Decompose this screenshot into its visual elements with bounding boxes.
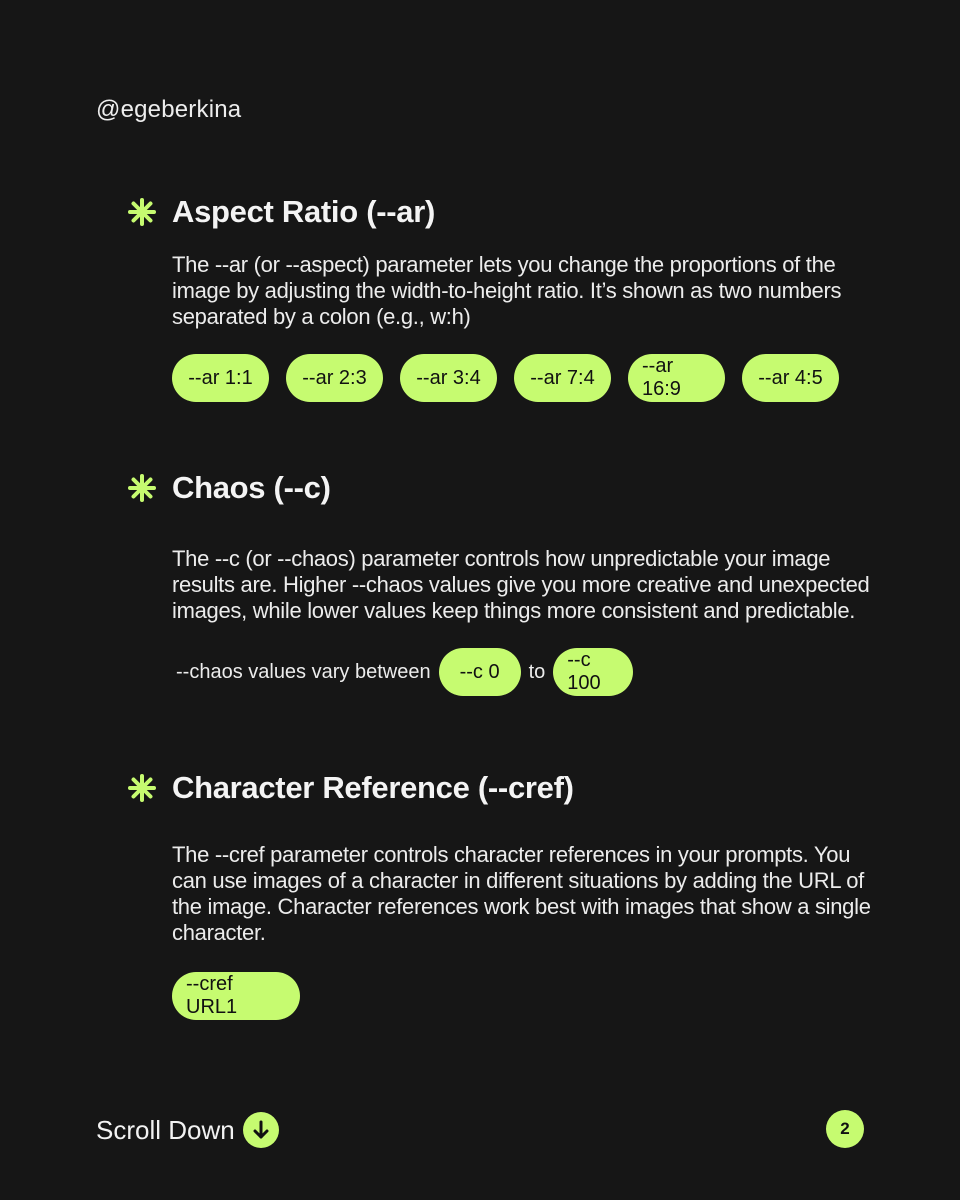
pill-ar-4-5[interactable]: --ar 4:5 <box>742 354 839 402</box>
section-description: The --c (or --chaos) parameter controls how unpredictable your image results are. Higher --chaos values give you more creative and unexpected images, while lower values keep things more consistent and predictable. <box>172 546 870 623</box>
section-title: Chaos (--c) <box>172 470 331 505</box>
pill-cref-url[interactable]: --cref URL1 <box>172 972 300 1020</box>
author-handle: @egeberkina <box>96 96 242 123</box>
section-header <box>124 192 884 232</box>
pill-ar-2-3[interactable]: --ar 2:3 <box>286 354 383 402</box>
arrow-down-icon <box>243 1112 279 1148</box>
chaos-range-label: --chaos values vary between <box>176 660 431 683</box>
chaos-range <box>176 648 884 696</box>
section-aspect-ratio <box>124 192 884 402</box>
pill-ar-1-1[interactable]: --ar 1:1 <box>172 354 269 402</box>
scroll-down-button[interactable] <box>96 1110 279 1150</box>
pill-ar-3-4[interactable]: --ar 3:4 <box>400 354 497 402</box>
section-description: The --cref parameter controls character references in your prompts. You can use images of a character in different situations by adding the URL of the image. Character references work best with images that show a single character. <box>172 842 871 945</box>
section-chaos <box>124 468 884 696</box>
cref-pills <box>172 972 884 1020</box>
aspect-ratio-pills <box>172 354 884 402</box>
section-title: Aspect Ratio (--ar) <box>172 194 435 229</box>
asterisk-icon <box>124 194 160 230</box>
section-description: The --ar (or --aspect) parameter lets you change the proportions of the image by adjusting the width-to-height ratio. It’s shown as two numbers separated by a colon (e.g., w:h) <box>172 252 842 329</box>
page-number-badge: 2 <box>826 1110 864 1148</box>
scroll-down-label: Scroll Down <box>96 1114 235 1145</box>
pill-chaos-max[interactable]: --c 100 <box>553 648 633 696</box>
section-character-reference <box>124 768 884 1020</box>
pill-ar-7-4[interactable]: --ar 7:4 <box>514 354 611 402</box>
asterisk-icon <box>124 770 160 806</box>
pill-chaos-min[interactable]: --c 0 <box>439 648 521 696</box>
pill-ar-16-9[interactable]: --ar 16:9 <box>628 354 725 402</box>
section-title: Character Reference (--cref) <box>172 770 574 805</box>
chaos-range-joiner: to <box>528 660 546 683</box>
section-header <box>124 768 884 808</box>
section-header <box>124 468 884 508</box>
asterisk-icon <box>124 470 160 506</box>
